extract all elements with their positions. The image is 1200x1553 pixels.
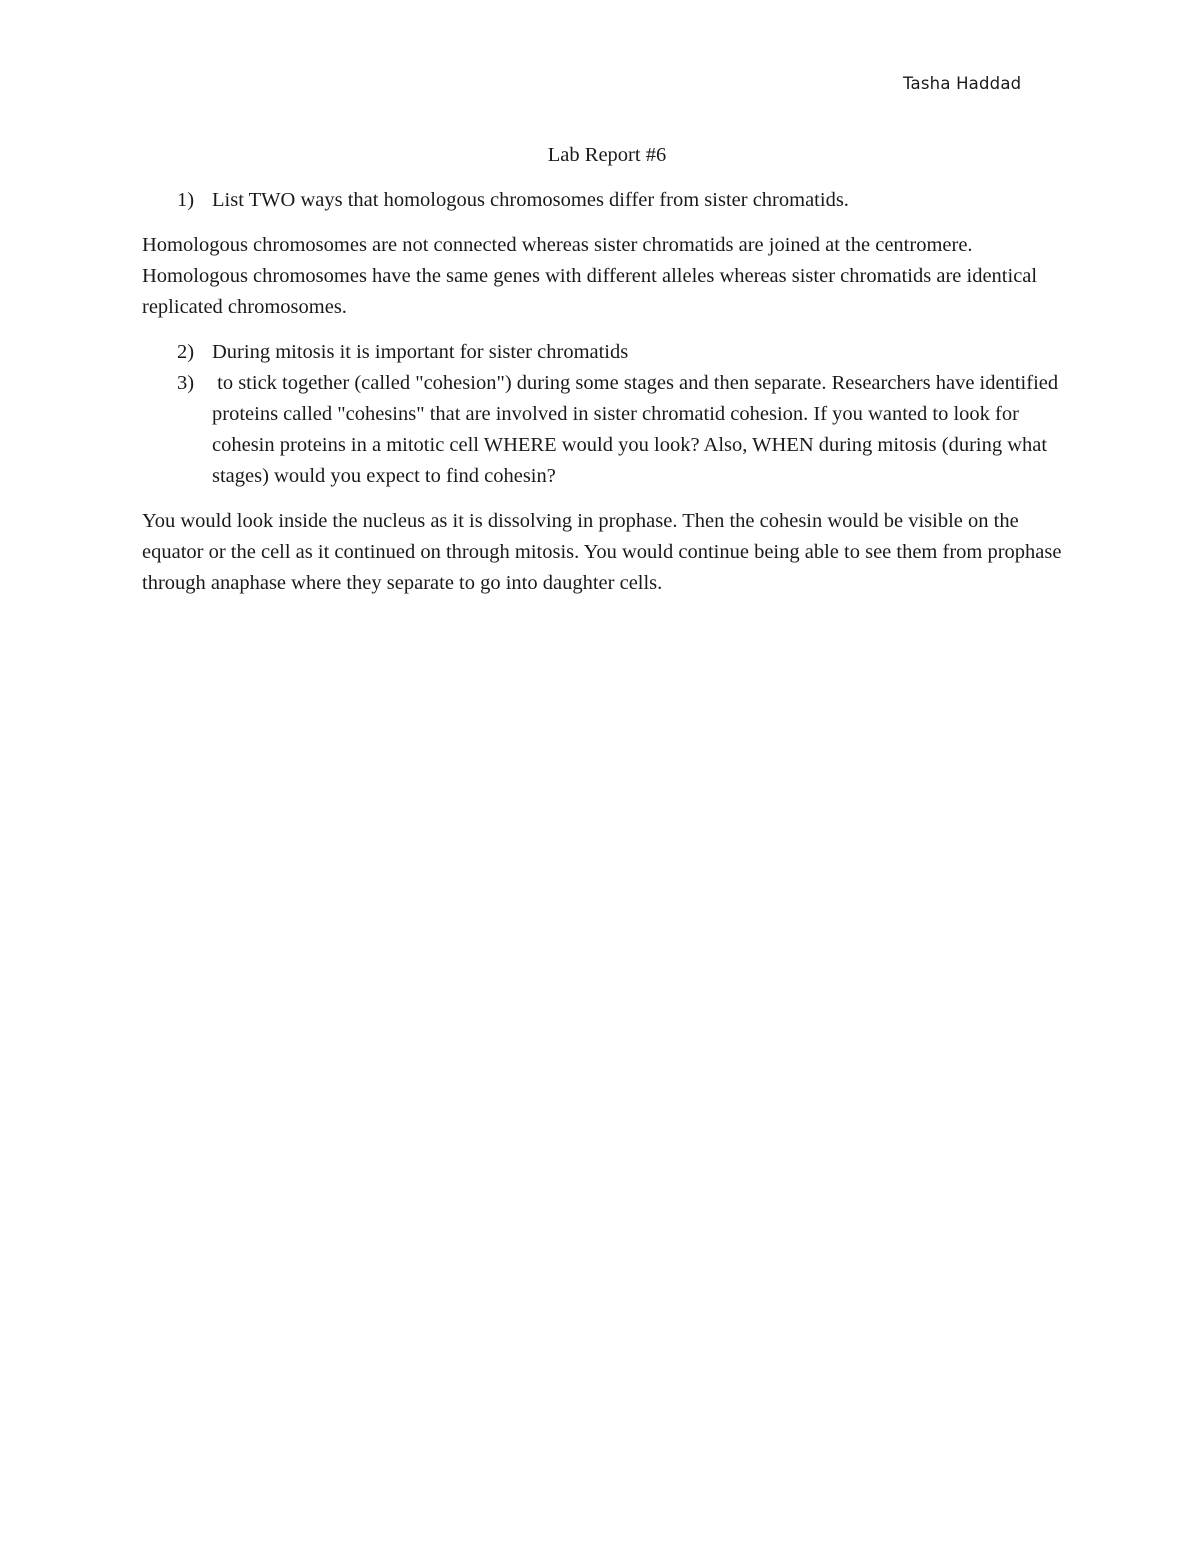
answer-2: You would look inside the nucleus as it is dissolving in prophase. Then the cohesin would be visible on the equator or the cell as it continued on through mitosis. You would continue being able to see them from prophase through anaphase where they separate to go into daughter cells. (142, 510, 1062, 594)
author-name: Tasha Haddad (903, 74, 1022, 93)
question-2-text: During mitosis it is important for sister chromatids (212, 341, 629, 363)
question-3-text: to stick together (called "cohesion") during some stages and then separate. Researchers have identified proteins called "cohesins" that are involved in sister chromatid cohesion. If you wanted to look for cohesin proteins in a mitotic cell WHERE would you look? Also, WHEN during mitosis (during what stages) would you expect to find cohesin? (212, 372, 1064, 487)
question-1-text: List TWO ways that homologous chromosomes differ from sister chromatids. (212, 189, 849, 211)
question-2 (142, 337, 1082, 368)
answer-1: Homologous chromosomes are not connected whereas sister chromatids are joined at the centromere. Homologous chromosomes have the same genes with different alleles whereas sister chromatids are identical replicated chromosomes. (142, 234, 1038, 318)
question-1-number: 1) (177, 189, 195, 211)
question-3-number: 3) (177, 372, 195, 394)
question-1 (142, 185, 1082, 216)
question-2-number: 2) (177, 341, 195, 363)
document-title: Lab Report #6 (547, 144, 667, 166)
question-3 (142, 368, 1082, 492)
document-body (142, 140, 1082, 613)
